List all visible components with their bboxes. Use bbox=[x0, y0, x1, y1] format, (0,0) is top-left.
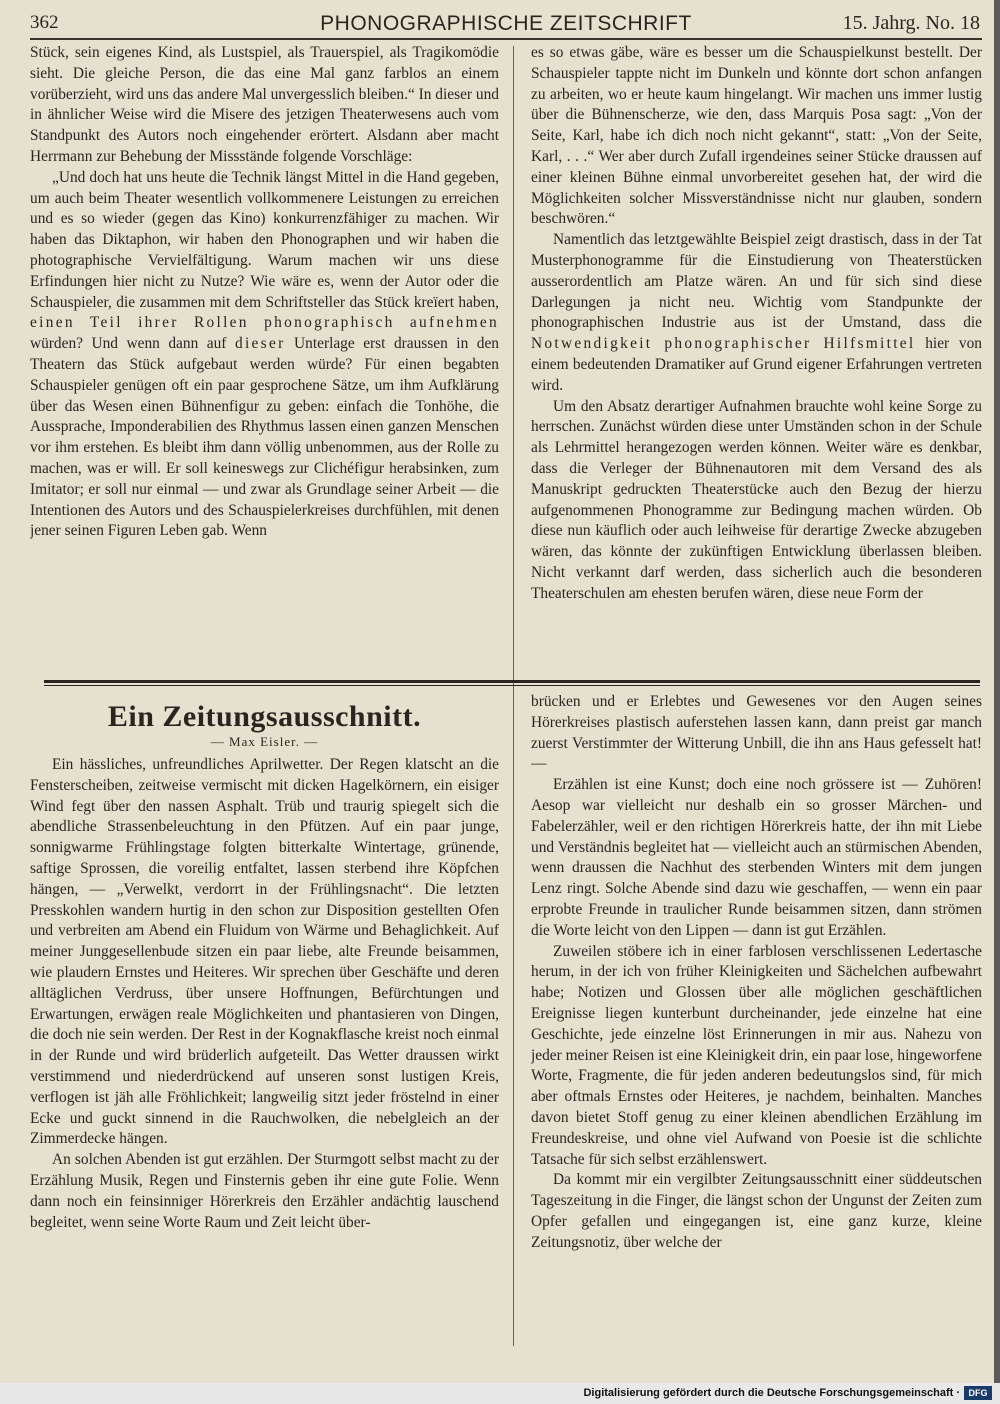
article-byline: — Max Eisler. — bbox=[210, 734, 319, 749]
paragraph: Um den Absatz derartiger Aufnahmen brauchte wohl keine Sorge zu herrschen. Zunächst würden diese unter Umständen schon in der Schule als Lehrmittel herangezogen werden können. Weiter wäre es denkbar, dass die Verleger der Bühnenautoren mit dem Versand des als Manuskript gedruckten Theaterstücke auch den Bezug der hierzu aufgenommenen Phonogramme zur Bedingung machen würden. Ob diese nun käuflich oder auch leihweise für derartige Zwecke abzugeben wären, das könnte der zukünftigen Entwicklung überlassen bleiben. Nicht verkannt darf werden, dass sicherlich auch die besonderen Theaterschulen am ehesten berufen wären, diese neue Form der bbox=[531, 397, 982, 602]
paragraph: Ein hässliches, unfreundliches Aprilwetter. Der Regen klatscht an die Fensterscheiben, zeitweise vermischt mit dicken Hagelkörnern, ein eisiger Wind fegt über den nassen Asphalt. Trüb und traurig spiegelt sich die abendliche Strassenbeleuchtung in den Pfützen. Auf ein paar junge, sonnigwarme Frühlingstage folgten bitterkalte Wintertage, grünende, saftige Sprossen, die voreilig entfaltet, lassen sterbend ihre Köpfchen hängen, — „Verwelkt, verdorrt in der Frühlingsnacht“. Die letzten Presskohlen wandern hurtig in den schon zur Disposition gestellten Ofen und verbreiten am Abend ein Fluidum von Wärme und Behaglichkeit. Auf meiner Junggesellenbude sitzen ein paar liebe, alte Freunde beisammen, wie plaudern Ernstes und Heiteres. Wir sprechen über Geschäfte und deren alltäglichen Verdruss, über unsere Hoffnungen, Befürchtungen und Erwartungen, erwägen reale Möglichkeiten und phantasieren von Dingen, die doch nie sein werden. Der Rest in der Kognakflasche kreist noch einmal in der Runde und wird brüderlich aufgeteilt. Das Wetter draussen wirkt verstimmend und niederdrückend auf unseren sonst lustigen Kreis, verflogen ist jäh alle Fröhlichkeit; langweilig sitzt jeder fröstelnd in einer Ecke und guckt sinnend in die Rauchwolken, die nebelgleich an der Zimmerdecke hängen. bbox=[30, 756, 499, 1148]
paragraph: Zuweilen stöbere ich in einer farblosen verschlissenen Ledertasche herum, in der ich von früher Kleinigkeiten und Sächelchen aufbewahrt habe; Notizen und Glossen über alle möglichen geschäftlichen Ereignisse liegen kunterbunt durcheinander, jede einzelne hat eine Geschichte, jede einzelne löst Erinnerungen in mir aus. Nahezu von jeder meiner Reisen ist eine Kleinigkeit drin, ein paar lose, hingeworfene Worte, Fragmente, die für jeden anderen bedeutungslos sind, für mich aber oftmals Ernstes oder Heiteres, je nachdem, beinhalten. Manches davon bietet Stoff genug zu einer kleinen abendlichen Erzählung im Freundeskreise, und ohne viel Aufwand von Poesie ist die schlichte Tatsache für sich selbst erzählenswert. bbox=[531, 942, 982, 1168]
paragraph: brücken und er Erlebtes und Gewesenes vor den Augen seines Hörerkreises plastisch auferstehen lassen kann, dann preist gar manch zuerst Verstimmter der Witterung Unbill, die ihn ans Haus gefesselt hat! — bbox=[531, 693, 982, 773]
paragraph: An solchen Abenden ist gut erzählen. Der Sturmgott selbst macht zu der Erzählung Musik, Regen und Finsternis geben ihr eine gute Folie. Wenn dann noch ein feinsinniger Hörerkreis den Erzähler andächtig lauschend begleitet, wenn seine Worte Raum und Zeit leicht über- bbox=[30, 1151, 499, 1231]
text-run: Unterlage erst draussen in den Theatern das Stück aufgebaut werden würde? Für einen begabten Schauspieler genügen oft ein paar gesprochene Sätze, um ihm Aufklärung über das Wesen einen Bühnenfigur zu geben: einfach die Tonhöhe, die Aussprache, Imponderabilien des Rhythmus lassen einen ganzen Menschen vor ihm erstehen. Es bleibt ihm dann völlig unbenommen, aus der Rolle zu machen, was er will. Er soll keineswegs zur Clichéfigur herabsinken, zum Imitator; er soll nur einmal — und zwar als Grundlage seiner Arbeit — die Intentionen des Autors und des Schauspielerkreises durchfühlen, mit denen jener seinen Figuren Leben gab. Wenn bbox=[30, 335, 499, 540]
page-header bbox=[30, 8, 982, 40]
article-column-2 bbox=[531, 692, 982, 1347]
spaced-emphasis: einen Teil ihrer Rollen phonographisch aufnehmen bbox=[30, 314, 499, 332]
article-title: Ein Zeitungsausschnitt. bbox=[107, 700, 422, 733]
text-run: „Und doch hat uns heute die Technik längst Mittel in die Hand gegeben, um auch beim Theater wesentlich vollkommenere Leistungen zu erreichen und es so wieder (gegen das Kino) konkurrenzfähiger zu machen. Wir haben das Diktaphon, wir haben den Phonographen und wir haben die photographische Vervielfältigung. Warum machen wir uns diese Erfindungen hier nicht zu Nutze? Wie wäre es, wenn der Autor oder die Schauspieler, die zusammen mit dem Schriftsteller das Stück kreïert haben, bbox=[30, 168, 499, 311]
journal-title: PHONOGRAPHISCHE ZEITSCHRIFT bbox=[320, 12, 692, 35]
top-article-column-2 bbox=[531, 43, 982, 675]
paragraph: es so etwas gäbe, wäre es besser um die Schauspielkunst bestellt. Der Schauspieler tappte nicht im Dunkeln und könnte dort schon anfangen zu arbeiten, wo er heute kaum hingelangt. Wir machen uns immer lustig über die Bühnenscherze, wie den, dass Marquis Posa sagt: „Von der Seite, Karl, habe ich dich noch nicht gekannt“, statt: „Von der Seite, Karl, . . .“ Wer aber durch Zufall irgendeines seiner Stücke draussen auf einer kleinen Bühne einmal unvorbereitet gesehen hat, der wird die Möglichkeiten solcher Missverständnisse nicht nur glauben, sondern beschwören.“ bbox=[531, 44, 982, 228]
section-divider-thin bbox=[44, 685, 980, 686]
paragraph bbox=[531, 230, 982, 396]
text-run: würden? Und wenn dann auf bbox=[30, 335, 235, 353]
paragraph bbox=[30, 168, 499, 542]
column-rule bbox=[513, 46, 514, 1346]
section-divider bbox=[44, 680, 980, 683]
dfg-logo-icon: DFG bbox=[964, 1386, 992, 1400]
text-run: Namentlich das letztgewählte Beispiel zeigt drastisch, dass in der Tat Musterphonogramme für die Einstudierung von Theaterstücken ausserordentlich am Platze wären. An und für sich sind diese Darlegungen ja nicht neu. Wichtig vom Standpunkte der phonographischen Industrie aus ist der Umstand, dass die bbox=[531, 231, 982, 332]
paragraph: Erzählen ist eine Kunst; doch eine noch grössere ist — Zuhören! Aesop war vielleicht nur deshalb ein so grosser Märchen- und Fabelerzähler, weil er den richtigen Hörerkreis hatte, der ihn mit Liebe und Verständnis begleitet hat — vielleicht auch an stürmischen Abenden, wenn draussen die Nachhut des sterbenden Winters mit dem jungen Lenz ringt. Solche Abende sind dazu wie geschaffen, — wenn ein paar erprobte Freunde in traulicher Runde beisammen sitzen, dann strömen die Worte leicht von den Lippen — dann ist gut Erzählen. bbox=[531, 776, 982, 939]
article-column-1 bbox=[30, 755, 499, 1345]
funding-credit: Digitalisierung gefördert durch die Deutsche Forschungsgemeinschaft · bbox=[583, 1387, 960, 1399]
paragraph: Da kommt mir ein vergilbter Zeitungsausschnitt einer süddeutschen Tageszeitung in die Finger, die längst schon der Ungunst der Zeiten zum Opfer gefallen und eingegangen ist, eine ganz kurze, kleine Zeitungsnotiz, über welche der bbox=[531, 1171, 982, 1251]
issue-label: 15. Jahrg. No. 18 bbox=[842, 12, 980, 34]
spaced-emphasis: Notwendigkeit phonographischer Hilfsmittel bbox=[531, 335, 916, 353]
text-run: hier von einem bedeutenden Dramatiker auf Grund eigener Erfahrungen vertreten wird. bbox=[531, 335, 982, 394]
footer-strip bbox=[0, 1383, 1000, 1404]
spaced-emphasis: dieser bbox=[234, 335, 286, 353]
page-number: 362 bbox=[30, 12, 59, 33]
paragraph: Stück, sein eigenes Kind, als Lustspiel, als Trauerspiel, als Tragikomödie sieht. Die gleiche Person, die das eine Mal ganz farblos an einem vorüberzieht, wird uns das andere Mal unvergesslich bleiben.“ In dieser und in ähnlicher Weise wird die Misere des jetzigen Theaterwesens auch vom Standpunkt des Autors noch eingehender erörtert. Alsdann aber macht Herrmann zur Behebung der Missstände folgende Vorschläge: bbox=[30, 44, 499, 165]
scan-edge bbox=[994, 0, 1000, 1383]
header-rule bbox=[30, 38, 982, 40]
top-article-column-1 bbox=[30, 43, 499, 675]
